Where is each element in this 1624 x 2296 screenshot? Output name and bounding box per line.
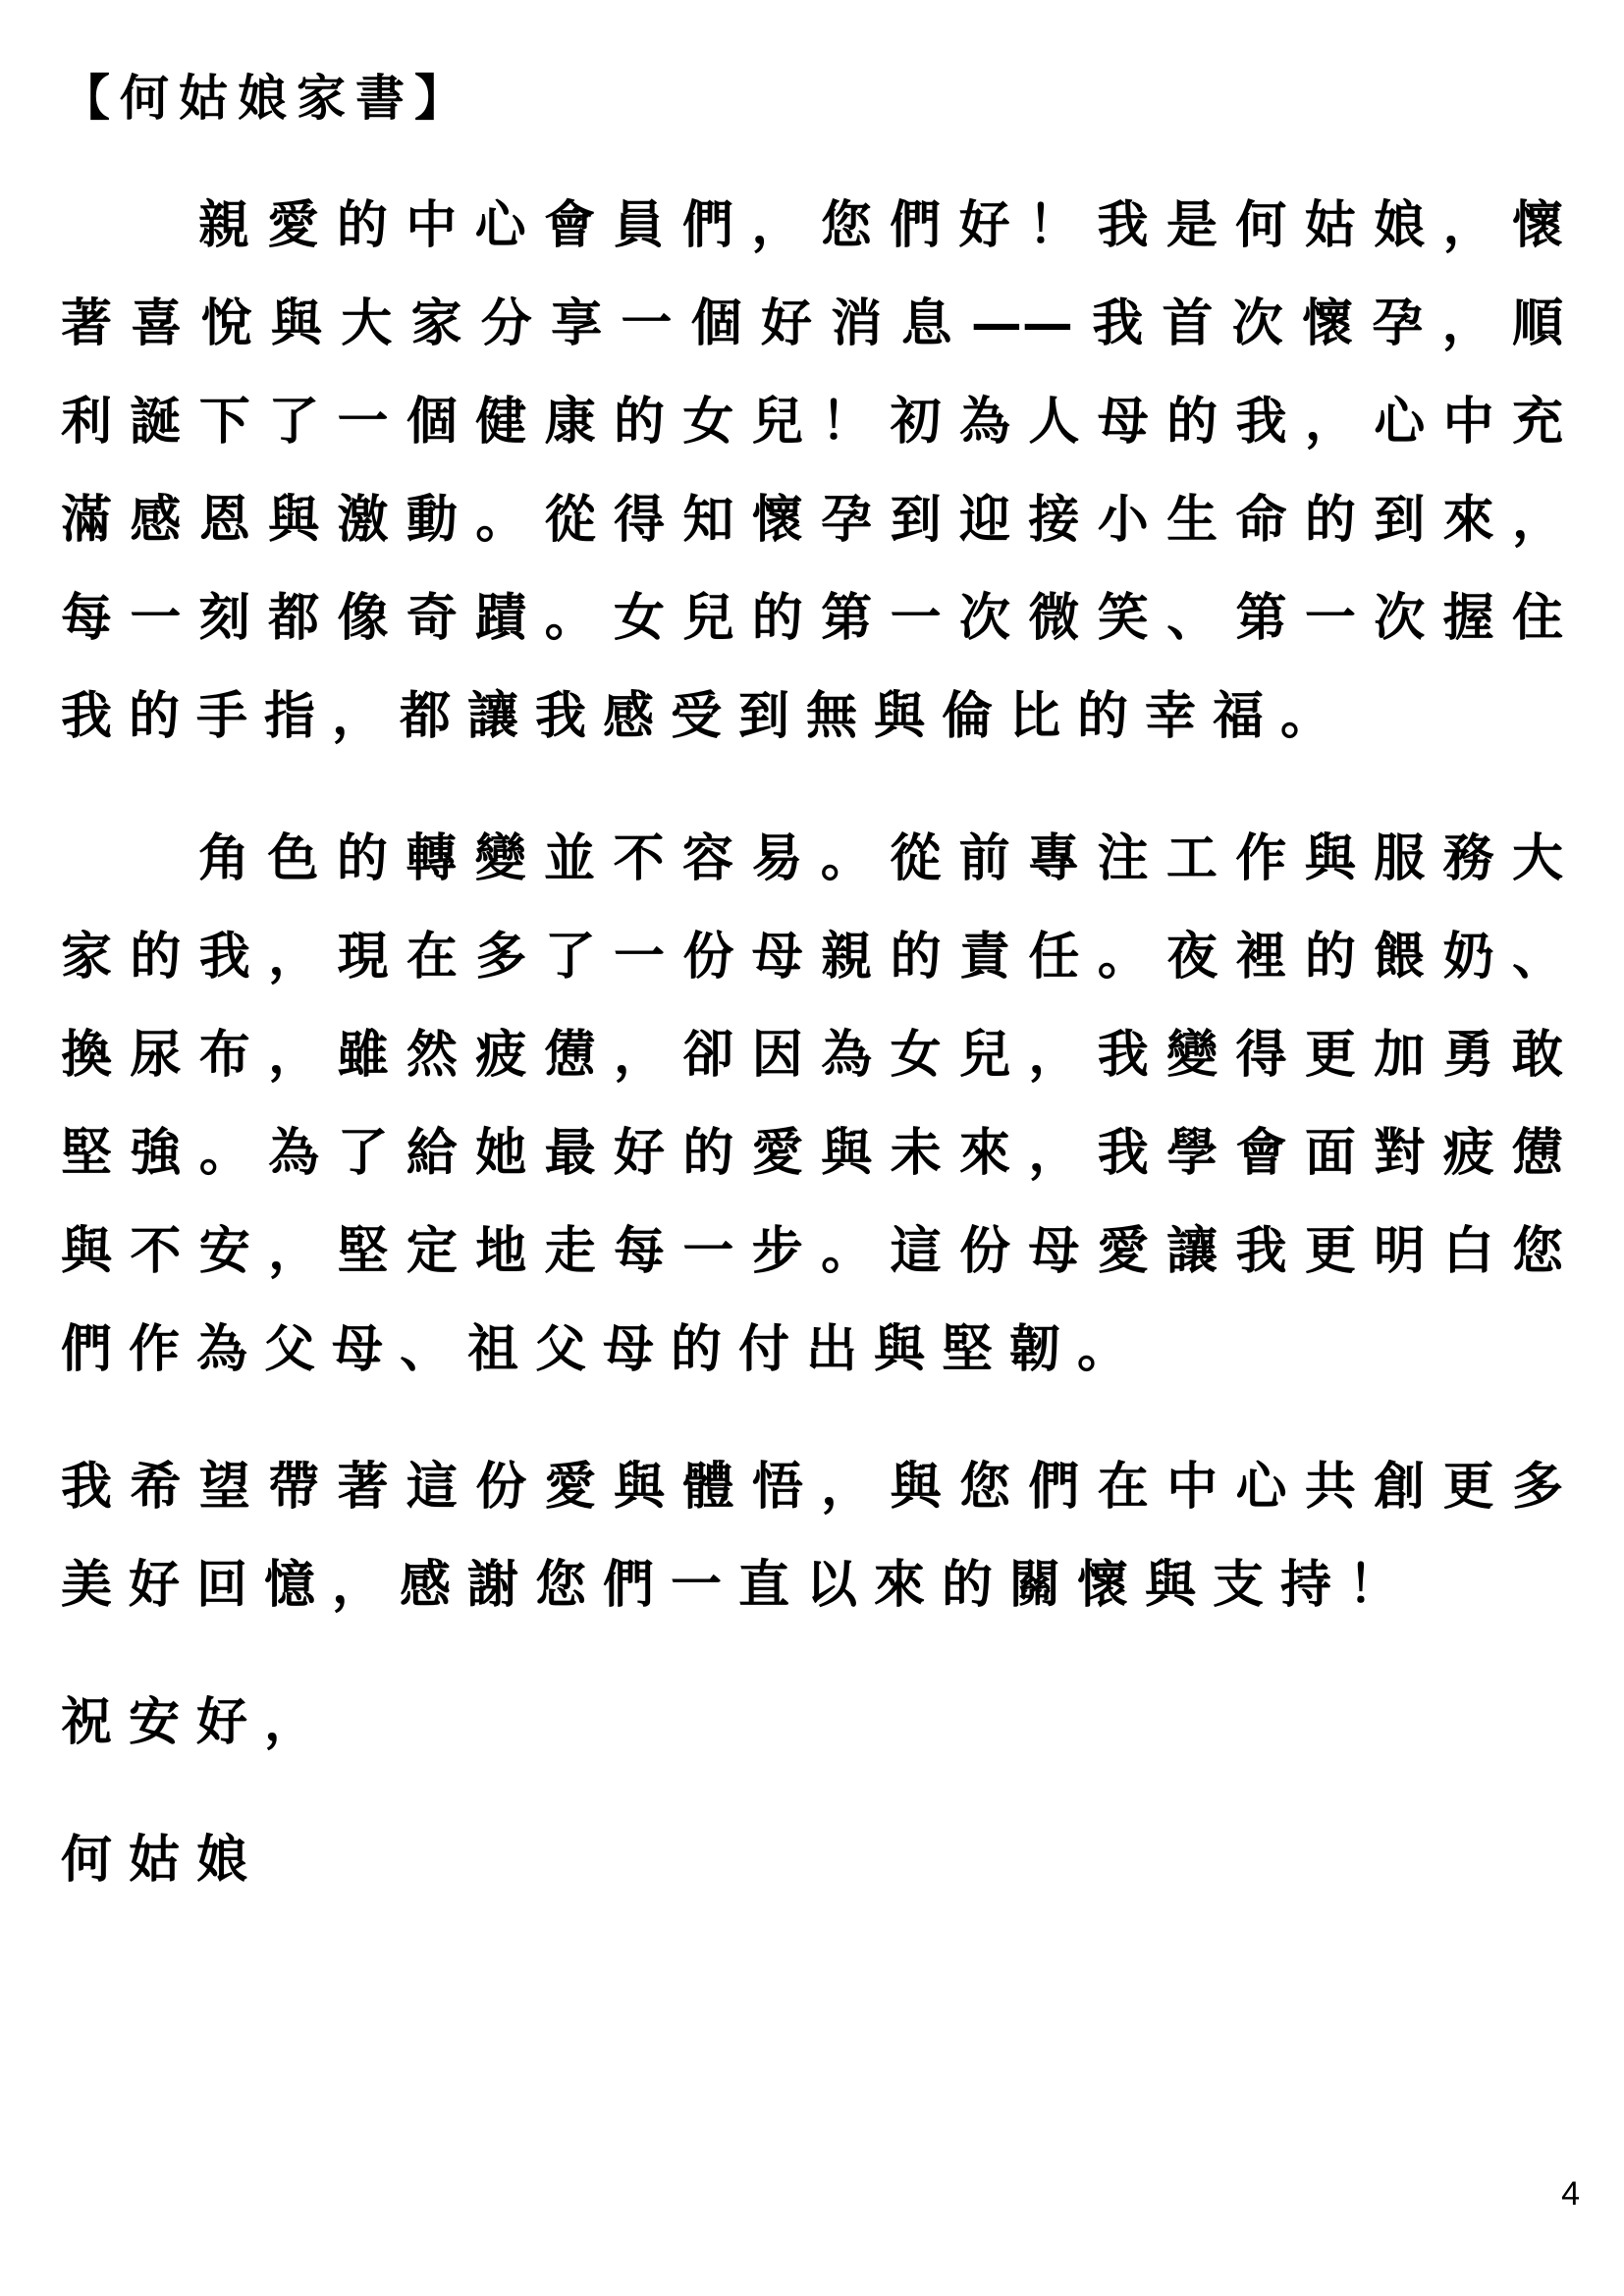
paragraph-2-line-6: 們作為父母、祖父母的付出與堅韌。 [61, 1319, 1146, 1379]
paragraph-2-line-2: 家的我，現在多了一份母親的責任。夜裡的餵奶、 [61, 927, 1563, 987]
paragraph-2-line-4: 堅強。為了給她最好的愛與未來，我學會面對疲憊 [61, 1123, 1563, 1183]
paragraph-2-line-3: 換尿布，雖然疲憊，卻因為女兒，我變得更加勇敢 [61, 1025, 1563, 1085]
paragraph-1-line-2: 著喜悅與大家分享一個好消息——我首次懷孕，順 [61, 294, 1563, 353]
paragraph-1-line-6: 我的手指，都讓我感受到無與倫比的幸福。 [61, 686, 1349, 746]
letter-signature: 何姑娘 [61, 1830, 265, 1890]
paragraph-1-line-3: 利誕下了一個健康的女兒！初為人母的我，心中充 [61, 392, 1563, 452]
paragraph-1-line-4: 滿感恩與激動。從得知懷孕到迎接小生命的到來， [61, 490, 1563, 550]
paragraph-3-line-1: 我希望帶著這份愛與體悟，與您們在中心共創更多 [61, 1457, 1563, 1517]
paragraph-1-line-5: 每一刻都像奇蹟。女兒的第一次微笑、第一次握住 [61, 588, 1563, 648]
paragraph-3-line-2: 美好回憶，感謝您們一直以來的關懷與支持！ [61, 1555, 1417, 1615]
letter-closing: 祝安好， [61, 1692, 333, 1752]
letter-title: 【何姑娘家書】 [61, 69, 473, 127]
paragraph-2-line-1: 角色的轉變並不容易。從前專注工作與服務大 [198, 828, 1563, 888]
paragraph-2-line-5: 與不安，堅定地走每一步。這份母愛讓我更明白您 [61, 1221, 1563, 1281]
paragraph-1-line-1: 親愛的中心會員們，您們好！我是何姑娘，懷 [198, 195, 1563, 255]
page-number: 4 [1561, 2175, 1580, 2213]
